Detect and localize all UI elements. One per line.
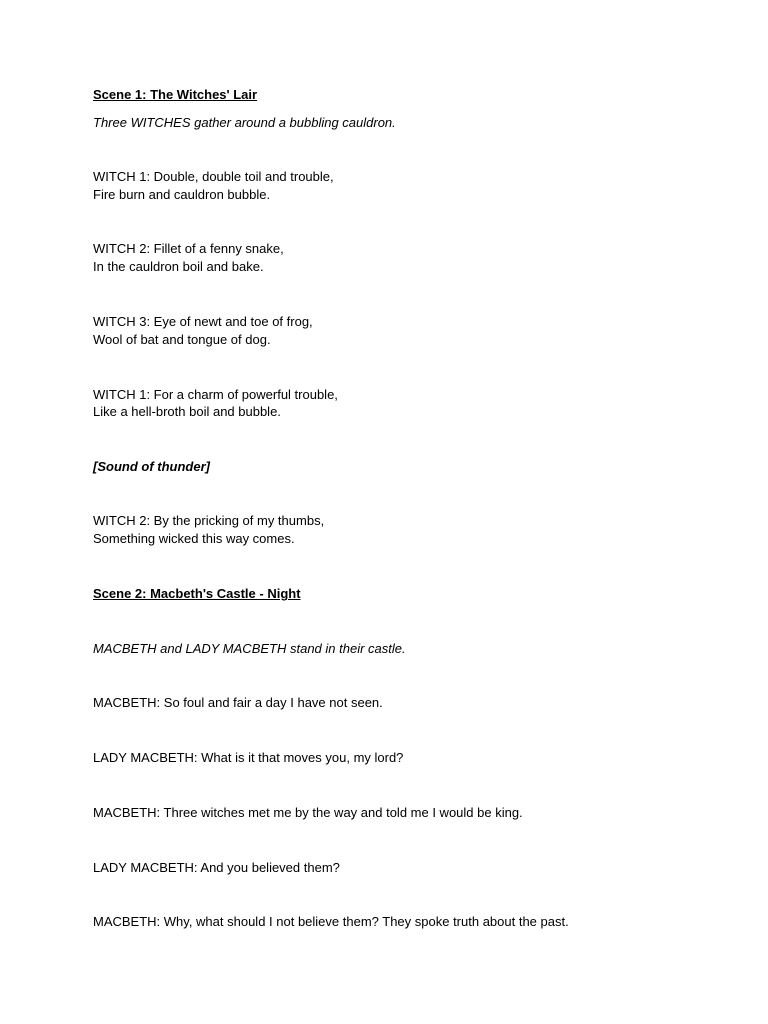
dialogue-line: MACBETH: Why, what should I not believe them? They spoke truth about the past. (93, 914, 569, 929)
dialogue-line: Wool of bat and tongue of dog. (93, 332, 271, 347)
dialogue-line: WITCH 2: Fillet of a fenny snake, (93, 241, 284, 256)
scene-1-stage-direction: Three WITCHES gather around a bubbling cauldron. (93, 115, 396, 130)
sound-cue: [Sound of thunder] (93, 459, 210, 474)
dialogue-line: WITCH 1: For a charm of powerful trouble, (93, 387, 338, 402)
dialogue-line: Like a hell-broth boil and bubble. (93, 404, 281, 419)
dialogue-line: Fire burn and cauldron bubble. (93, 187, 271, 202)
dialogue-line: WITCH 1: Double, double toil and trouble, (93, 169, 334, 184)
scene-2-heading: Scene 2: Macbeth's Castle - Night (93, 586, 301, 601)
dialogue-line: WITCH 2: By the pricking of my thumbs, (93, 513, 325, 528)
dialogue-line: LADY MACBETH: What is it that moves you, my lord? (93, 750, 404, 765)
dialogue-line: MACBETH: Three witches met me by the way and told me I would be king. (93, 805, 523, 820)
scene-1-heading: Scene 1: The Witches' Lair (93, 87, 258, 102)
dialogue-line: LADY MACBETH: And you believed them? (93, 860, 340, 875)
dialogue-line: In the cauldron boil and bake. (93, 259, 264, 274)
dialogue-line: Something wicked this way comes. (93, 531, 295, 546)
dialogue-line: WITCH 3: Eye of newt and toe of frog, (93, 314, 313, 329)
dialogue-line: MACBETH: So foul and fair a day I have not seen. (93, 695, 383, 710)
scene-2-stage-direction: MACBETH and LADY MACBETH stand in their castle. (93, 641, 406, 656)
